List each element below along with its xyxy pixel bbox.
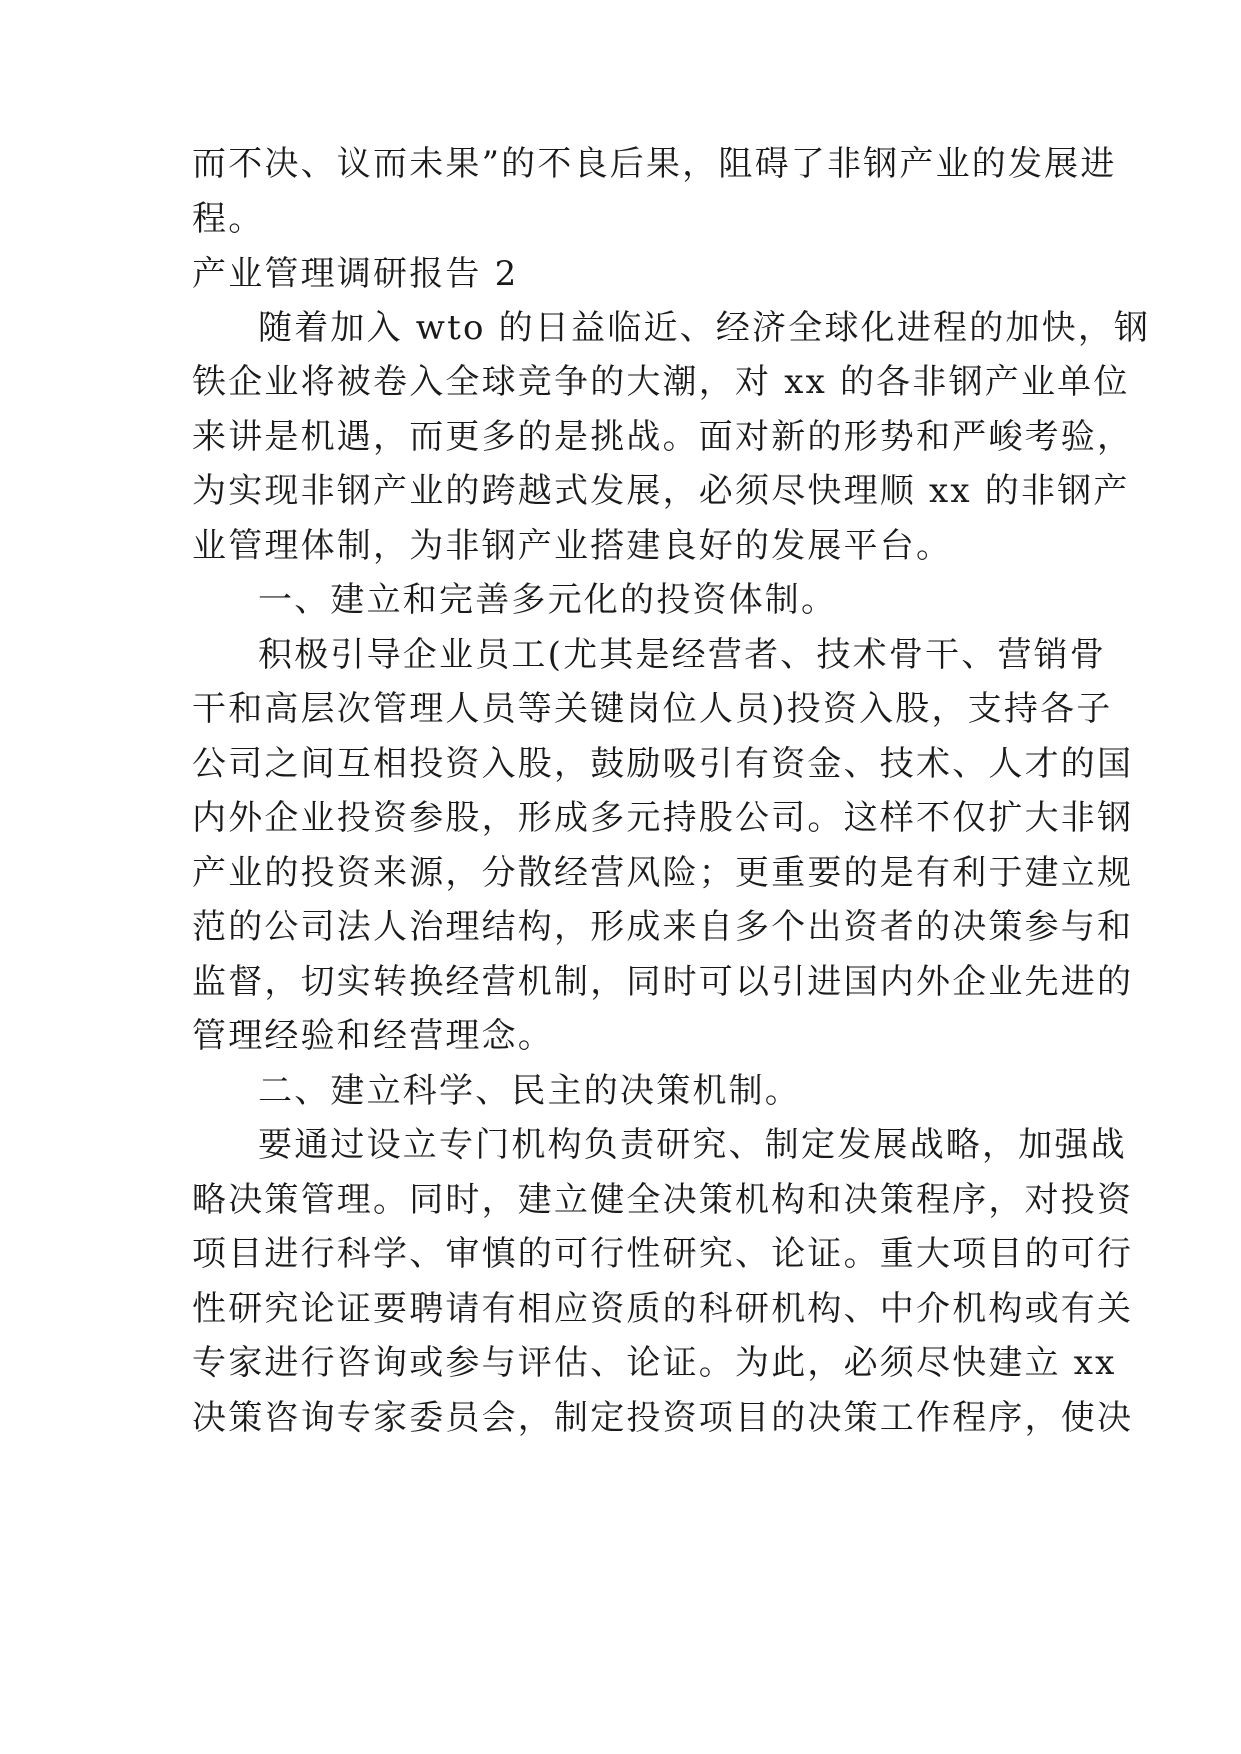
text-line: 为实现非钢产业的跨越式发展，必须尽快理顺 xx 的非钢产	[192, 471, 1130, 511]
text-line: 管理经验和经营理念。	[192, 1016, 554, 1056]
paragraph-start: 要通过设立专门机构负责研究、制定发展战略，加强战	[258, 1125, 1127, 1165]
text-line: 程。	[192, 199, 265, 239]
text-line: 内外企业投资参股，形成多元持股公司。这样不仅扩大非钢	[192, 798, 1134, 838]
text-line: 产业的投资来源，分散经营风险；更重要的是有利于建立规	[192, 853, 1134, 893]
paragraph-start: 积极引导企业员工(尤其是经营者、技术骨干、营销骨	[258, 635, 1107, 675]
text-line: 干和高层次管理人员等关键岗位人员)投资入股，支持各子	[192, 689, 1113, 729]
text-line: 专家进行咨询或参与评估、论证。为此，必须尽快建立 xx	[192, 1343, 1117, 1383]
text-line: 公司之间互相投资入股，鼓励吸引有资金、技术、人才的国	[192, 744, 1134, 784]
section-heading: 产业管理调研报告 2	[192, 254, 519, 294]
text-line: 范的公司法人治理结构，形成来自多个出资者的决策参与和	[192, 907, 1134, 947]
text-line: 监督，切实转换经营机制，同时可以引进国内外企业先进的	[192, 962, 1134, 1002]
text-line: 性研究论证要聘请有相应资质的科研机构、中介机构或有关	[192, 1289, 1134, 1329]
text-line: 项目进行科学、审慎的可行性研究、论证。重大项目的可行	[192, 1234, 1134, 1274]
text-line: 来讲是机遇，而更多的是挑战。面对新的形势和严峻考验，	[192, 417, 1134, 457]
subheading-2: 二、建立科学、民主的决策机制。	[258, 1071, 801, 1111]
text-line: 业管理体制，为非钢产业搭建良好的发展平台。	[192, 526, 953, 566]
text-line: 决策咨询专家委员会，制定投资项目的决策工作程序，使决	[192, 1398, 1134, 1438]
paragraph-start: 随着加入 wto 的日益临近、经济全球化进程的加快，钢	[258, 308, 1151, 348]
text-line: 铁企业将被卷入全球竞争的大潮，对 xx 的各非钢产业单位	[192, 362, 1130, 402]
subheading-1: 一、建立和完善多元化的投资体制。	[258, 580, 838, 620]
text-line: 略决策管理。同时，建立健全决策机构和决策程序，对投资	[192, 1180, 1134, 1220]
text-line: 而不决、议而未果”的不良后果，阻碍了非钢产业的发展进	[192, 144, 1117, 184]
